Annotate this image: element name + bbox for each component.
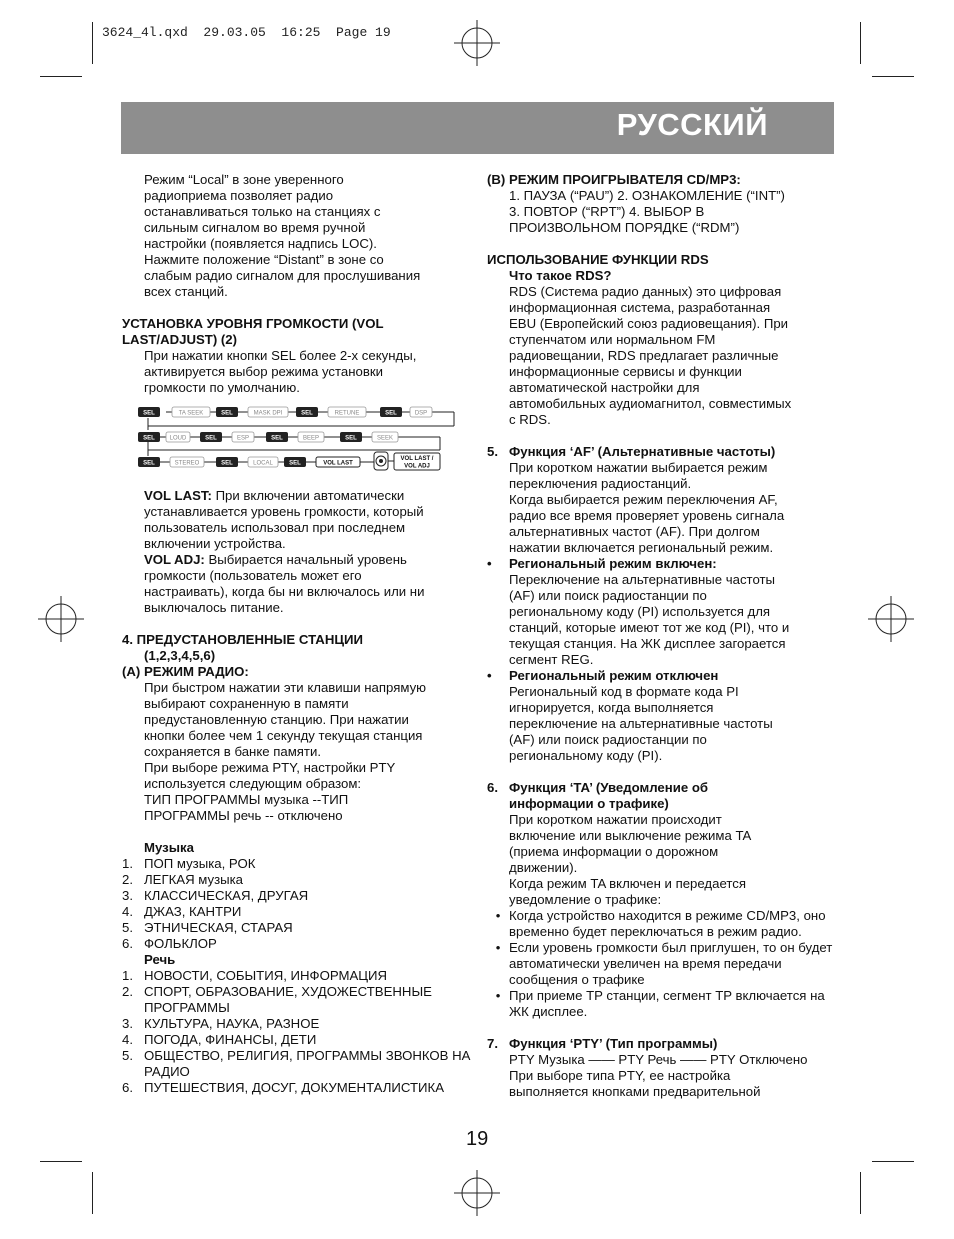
term-label: VOL LAST:: [144, 488, 212, 503]
music-list: [122, 856, 472, 952]
right-column: [487, 172, 839, 1100]
list-number: 3.: [122, 888, 133, 903]
text-line: Переключение на альтернативные частоты: [509, 572, 776, 587]
option-label: TA SEEK: [178, 410, 204, 417]
sel-label: SEL: [221, 410, 233, 417]
text-line: движении).: [509, 860, 578, 875]
text-line: ПРОИЗВОЛЬНОМ ПОРЯДКЕ (“RDM”): [509, 220, 740, 235]
text-line: Когда выбирается режим переключения AF,: [509, 492, 778, 507]
option-label: STEREO: [174, 460, 200, 467]
list-text: КУЛЬТУРА, НАУКА, РАЗНОЕ: [144, 1016, 320, 1031]
text-line: При нажатии кнопки SEL более 2-х секунды,: [144, 348, 417, 363]
text-line: активируется выбор режима установки: [144, 364, 384, 379]
text-line: альтернативных частот (AF). При долгом: [509, 524, 760, 539]
af-text: [487, 460, 839, 556]
list-text: ДЖАЗ, КАНТРИ: [144, 904, 242, 919]
list-text: НОВОСТИ, СОБЫТИЯ, ИНФОРМАЦИЯ: [144, 968, 388, 983]
registration-mark-icon: [454, 20, 500, 66]
text-line: переключение на альтернативные частоты: [509, 716, 773, 731]
list-text: СПОРТ, ОБРАЗОВАНИЕ, ХУДОЖЕСТВЕННЫЕ ПРОГРАММЫ: [144, 984, 432, 1015]
text-line: переключения радиостанций.: [509, 476, 692, 491]
section-number: 7.: [487, 1036, 498, 1051]
section-heading: (1,2,3,4,5,6): [144, 648, 216, 663]
text-line: включении устройства.: [144, 536, 286, 551]
vol-last-label: VOL LAST: [323, 460, 353, 467]
section-heading: [487, 444, 839, 460]
text-line: (приема информации о дорожном: [509, 844, 719, 859]
list-item: [122, 984, 472, 1016]
text-line: Нажмите положение “Distant” в зоне со: [144, 252, 384, 267]
list-item: [122, 888, 472, 904]
text-line: информационные сервисы и функции: [509, 364, 742, 379]
left-column: [122, 172, 472, 1096]
crop-mark: [872, 76, 914, 77]
text-line: выбирают сохраненную в памяти: [144, 696, 349, 711]
text-line: сильным сигналом во время ручной: [144, 220, 366, 235]
speech-list: [122, 968, 472, 1096]
section-number: 5.: [487, 444, 498, 459]
section-number: 6.: [487, 780, 498, 795]
banner-title: РУССКИЙ: [616, 107, 768, 142]
list-number: 1.: [122, 856, 133, 871]
text-line: Региональный код в формате кода PI: [509, 684, 739, 699]
list-item: [122, 1032, 472, 1048]
list-item: [122, 1048, 472, 1080]
list-number: 2.: [122, 984, 133, 999]
text-line: предустановленную станцию. При нажатии: [144, 712, 409, 727]
pty-text: [487, 1052, 839, 1100]
text-line: игнорируется, когда выполняется: [509, 700, 714, 715]
crop-mark: [860, 22, 861, 64]
heading-text: Функция ‘AF’ (Альтернативные частоты): [509, 444, 776, 459]
text-line: [144, 552, 472, 568]
local-mode-text: [122, 172, 472, 300]
sel-label: SEL: [271, 435, 283, 442]
crop-mark: [860, 1172, 861, 1214]
list-item: [122, 904, 472, 920]
list-text: Если уровень громкости был приглушен, то он будет автоматически увеличен на время передачи сообщения о трафике: [509, 940, 833, 987]
vol-last-desc: [122, 488, 472, 616]
sel-label: SEL: [143, 460, 155, 467]
sel-label: SEL: [221, 460, 233, 467]
list-number: 6.: [122, 936, 133, 951]
list-number: 6.: [122, 1080, 133, 1095]
text-line: останавливаться только на станциях с: [144, 204, 381, 219]
text-span: При включении автоматически: [211, 488, 405, 503]
text-line: информационная система, разработанная: [509, 300, 771, 315]
option-label: ESP: [236, 435, 250, 442]
language-banner: [121, 102, 834, 154]
list-number: 4.: [122, 904, 133, 919]
vol-text: [122, 348, 472, 396]
list-heading: Музыка: [144, 840, 194, 855]
text-line: громкости (пользователь может его: [144, 568, 362, 583]
text-line: радиоприема позволяет радио: [144, 188, 334, 203]
section-heading: (B) РЕЖИМ ПРОИГРЫВАТЕЛЯ CD/MP3:: [487, 172, 741, 187]
bullet-icon: •: [487, 668, 492, 683]
registration-mark-icon: [38, 596, 84, 642]
text-line: пользователь использовал при последнем: [144, 520, 406, 535]
list-item: [487, 940, 839, 988]
text-line: При коротком нажатии выбирается режим: [509, 460, 768, 475]
list-item: [122, 920, 472, 936]
list-text: ЛЕГКАЯ музыка: [144, 872, 243, 887]
list-text: ПОП музыка, РОК: [144, 856, 256, 871]
list-item: [122, 872, 472, 888]
subsection-heading: Что такое RDS?: [509, 268, 612, 283]
option-label: MASK DPI: [253, 410, 283, 417]
text-line: всех станций.: [144, 284, 228, 299]
sel-label: SEL: [345, 435, 357, 442]
bullet-heading: [487, 556, 839, 572]
list-text: ЭТНИЧЕСКАЯ, СТАРАЯ: [144, 920, 293, 935]
text-line: автомобильных аудиомагнитол, совместимых: [509, 396, 792, 411]
subsection-heading: (A) РЕЖИМ РАДИО:: [122, 664, 249, 679]
section-heading: ИСПОЛЬЗОВАНИЕ ФУНКЦИИ RDS: [487, 252, 709, 267]
list-text: Когда устройство находится в режиме CD/MP3, оно временно будет переключаться в режим радио.: [509, 908, 826, 939]
bullet-icon: •: [495, 940, 501, 955]
text-line: ступенчатом или нормальном FM: [509, 332, 716, 347]
list-number: 5.: [122, 920, 133, 935]
heading-text: Региональный режим отключен: [509, 668, 719, 683]
text-line: Когда режим TA включен и передается: [509, 876, 746, 891]
list-text: КЛАССИЧЕСКАЯ, ДРУГАЯ: [144, 888, 309, 903]
text-line: (AF) или поиск радиостанции по: [509, 732, 707, 747]
registration-mark-icon: [454, 1170, 500, 1216]
section-heading: LAST/ADJUST) (2): [122, 332, 238, 347]
sel-label: SEL: [143, 435, 155, 442]
list-text: ОБЩЕСТВО, РЕЛИГИЯ, ПРОГРАММЫ ЗВОНКОВ НА РАДИО: [144, 1048, 471, 1079]
text-line: EBU (Европейский союз радиовещания). При: [509, 316, 789, 331]
list-number: 3.: [122, 1016, 133, 1031]
option-label: DSP: [414, 410, 428, 417]
section-heading: 4. ПРЕДУСТАНОВЛЕННЫЕ СТАНЦИИ: [122, 632, 363, 647]
text-line: станций, которые имеют тот же код (PI), что и: [509, 620, 790, 635]
sel-mode-diagram: [138, 404, 468, 474]
text-line: радиовещании, RDS предлагает различные: [509, 348, 779, 363]
text-line: Режим “Local” в зоне уверенного: [144, 172, 344, 187]
reg-on-text: [487, 572, 839, 668]
bullet-icon: •: [495, 988, 501, 1003]
text-line: громкости по умолчанию.: [144, 380, 300, 395]
knob-icon: [374, 452, 388, 470]
option-label: LOCAL: [253, 460, 273, 467]
crop-mark: [40, 76, 82, 77]
option-label: RETUNE: [334, 410, 360, 417]
text-line: PTY Музыка —— PTY Речь —— PTY Отключено: [509, 1052, 808, 1067]
list-item: [122, 1016, 472, 1032]
heading-text: Региональный режим включен:: [509, 556, 717, 571]
text-line: 3. ПОВТОР (“RPT”) 4. ВЫБОР В: [509, 204, 705, 219]
crop-mark: [92, 1172, 93, 1214]
text-line: При выборе режима PTY, настройки PTY: [144, 760, 396, 775]
heading-text: информации о трафике): [509, 796, 669, 811]
page-number: 19: [466, 1128, 489, 1150]
sel-label: SEL: [205, 435, 217, 442]
bullet-icon: •: [487, 556, 492, 571]
sel-label: SEL: [301, 410, 313, 417]
text-line: (AF) или поиск радиостанции по: [509, 588, 707, 603]
list-item: [122, 856, 472, 872]
crop-mark: [92, 22, 93, 64]
text-line: включение или выключение режима TA: [509, 828, 752, 843]
text-line: с RDS.: [509, 412, 551, 427]
list-number: 2.: [122, 872, 133, 887]
text-line: 1. ПАУЗА (“PAU”) 2. ОЗНАКОМЛЕНИЕ (“INT”): [509, 188, 785, 203]
text-line: региональному коду (PI) используется для: [509, 604, 771, 619]
option-label: BEEP: [302, 435, 320, 442]
text-line: настройки (появляется надпись LOC).: [144, 236, 377, 251]
section-heading: [487, 1036, 839, 1052]
heading-text: Функция ‘PTY’ (Тип программы): [509, 1036, 718, 1051]
text-line: устанавливается уровень громкости, который: [144, 504, 424, 519]
cd-mode-text: [487, 188, 839, 236]
list-item: [122, 1080, 472, 1096]
list-text: При приеме TP станции, сегмент TP включается на ЖК дисплее.: [509, 988, 825, 1019]
list-number: 5.: [122, 1048, 133, 1063]
list-text: ПУТЕШЕСТВИЯ, ДОСУГ, ДОКУМЕНТАЛИСТИКА: [144, 1080, 444, 1095]
list-number: 1.: [122, 968, 133, 983]
text-line: нажатии включается региональный режим.: [509, 540, 774, 555]
text-line: текущая станция. На ЖК дисплее загорается: [509, 636, 786, 651]
text-line: слабым радио сигналом для прослушивания: [144, 268, 421, 283]
vol-pair-label: VOL LAST /: [400, 456, 434, 462]
text-line: настраивать), когда бы ни включалось или ни: [144, 584, 425, 599]
option-label: LOUD: [169, 435, 187, 442]
option-label: SEEK: [376, 435, 394, 442]
term-label: VOL ADJ:: [144, 552, 205, 567]
text-line: автоматической настройки для: [509, 380, 700, 395]
text-line: региональному коду (PI).: [509, 748, 663, 763]
text-line: сегмент REG.: [509, 652, 594, 667]
text-line: ТИП ПРОГРАММЫ музыка --ТИП: [144, 792, 349, 807]
vol-pair-label: VOL ADJ: [404, 463, 430, 470]
text-line: При коротком нажатии происходит: [509, 812, 722, 827]
text-line: [144, 488, 472, 504]
text-line: RDS (Система радио данных) это цифровая: [509, 284, 782, 299]
list-text: ПОГОДА, ФИНАНСЫ, ДЕТИ: [144, 1032, 317, 1047]
rds-text: [487, 284, 839, 428]
list-item: [122, 968, 472, 984]
text-line: При быстром нажатии эти клавиши напрямую: [144, 680, 427, 695]
sel-label: SEL: [385, 410, 397, 417]
text-line: используется следующим образом:: [144, 776, 362, 791]
text-span: Выбирается начальный уровень: [204, 552, 407, 567]
text-line: При выборе типа PTY, ее настройка: [509, 1068, 731, 1083]
slug-line: 3624_4l.qxd 29.03.05 16:25 Page 19: [102, 25, 391, 40]
sel-label: SEL: [289, 460, 301, 467]
crop-mark: [40, 1161, 82, 1162]
list-item: [122, 936, 472, 952]
list-item: [487, 908, 839, 940]
heading-text: Функция ‘TA’ (Уведомление об: [509, 780, 709, 795]
section-heading: УСТАНОВКА УРОВНЯ ГРОМКОСТИ (VOL: [122, 316, 384, 331]
text-line: сохраняется в банке памяти.: [144, 744, 322, 759]
list-number: 4.: [122, 1032, 133, 1047]
ta-text: [487, 812, 839, 908]
text-line: ПРОГРАММЫ речь -- отключено: [144, 808, 343, 823]
list-item: [487, 988, 839, 1020]
text-line: выключалось питание.: [144, 600, 284, 615]
registration-mark-icon: [868, 596, 914, 642]
text-line: кнопки более чем 1 секунду текущая станция: [144, 728, 423, 743]
text-line: радио все время проверяет уровень сигнала: [509, 508, 785, 523]
section-heading: [487, 780, 839, 796]
crop-mark: [872, 1161, 914, 1162]
text-line: выполняется кнопками предварительной: [509, 1084, 761, 1099]
list-heading: Речь: [144, 952, 176, 967]
reg-off-text: [487, 684, 839, 764]
sel-label: SEL: [143, 410, 155, 417]
radio-mode-text: [122, 680, 472, 856]
list-text: ФОЛЬКЛОР: [144, 936, 217, 951]
bullet-icon: •: [495, 908, 501, 923]
text-line: уведомление о трафике:: [509, 892, 662, 907]
bullet-heading: [487, 668, 839, 684]
